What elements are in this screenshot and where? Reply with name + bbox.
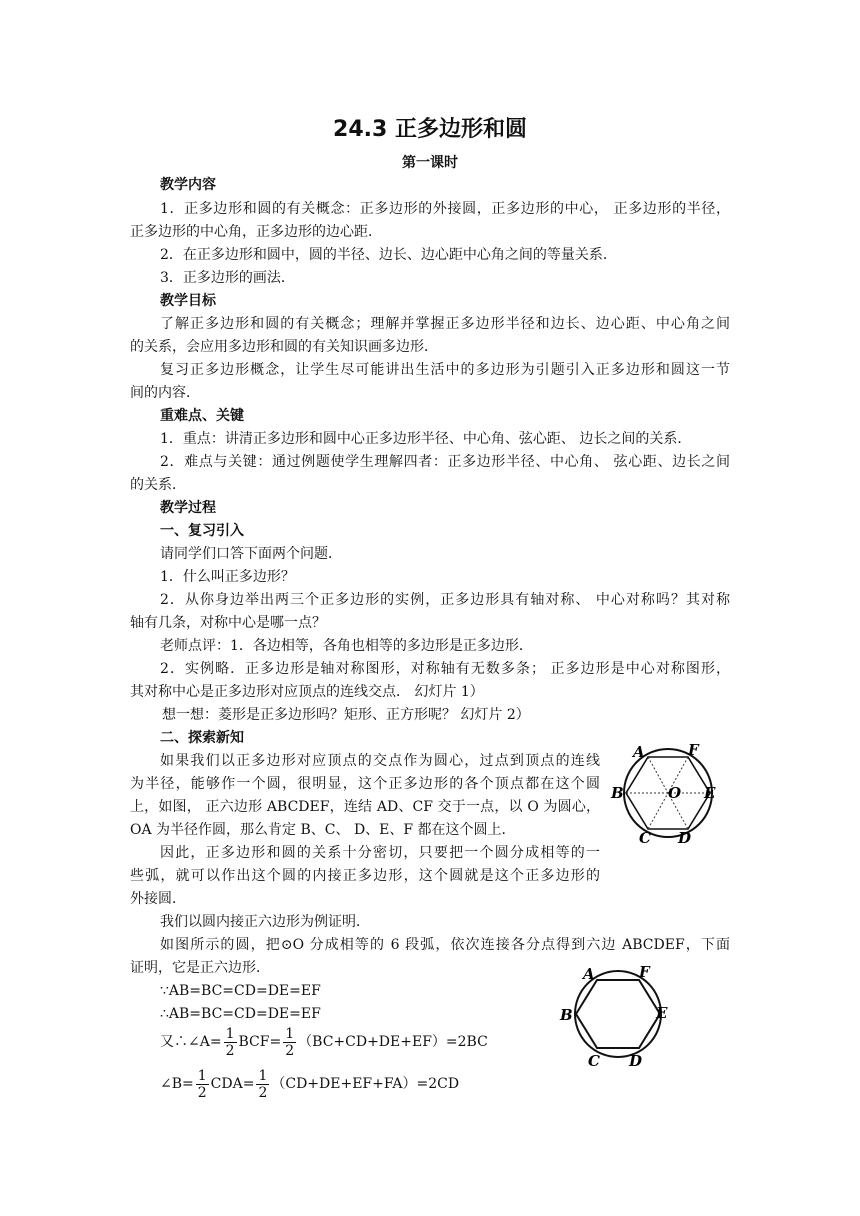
- part1-heading: 一、复习引入: [160, 523, 244, 539]
- key-item2-line1: 2．难点与关键：通过例题使学生理解四者：正多边形半径、中心角、 弦心距、边长之间: [160, 454, 730, 470]
- explore-p2-line2: 些弧，就可以作出这个圆的内接正多边形，这个圆就是这个正多边形的: [130, 868, 600, 884]
- circumcircle: [575, 971, 661, 1057]
- explore-p1-line1: 如果我们以正多边形对应顶点的交点作为圆心，过点到顶点的连线: [160, 753, 600, 769]
- section-heading-goals: 教学目标: [160, 293, 216, 309]
- explore-p2-line3: 外接圆．: [130, 891, 186, 907]
- question-1: 1．什么叫正多边形？: [160, 569, 295, 585]
- content-item3: 3．正多边形的画法．: [160, 270, 295, 286]
- proof-line2: ∴AB=BC=CD=DE=EF: [160, 1006, 321, 1022]
- hexagon-figure-2: [556, 962, 676, 1074]
- explore-p2-line1: 因此，正多边形和圆的关系十分密切，只要把一个圆分成相等的一: [160, 845, 600, 861]
- process-p1: 请同学们口答下面两个问题．: [160, 546, 342, 562]
- fraction-denominator: 2: [197, 1084, 207, 1101]
- fraction-numerator: 1: [225, 1025, 235, 1042]
- vertex-label-f: F: [639, 963, 650, 981]
- fraction-denominator: 2: [285, 1042, 295, 1059]
- vertex-label-b: B: [611, 784, 624, 802]
- goals-p2-line2: 间的内容．: [130, 385, 200, 401]
- explore-p1-line4: OA 为半径作圆，那么肯定 B、C、 D、E、F 都在这个圆上．: [130, 822, 516, 838]
- proof4-middle: CDA=: [210, 1076, 255, 1092]
- vertex-label-e: E: [704, 784, 716, 802]
- fraction-half: [224, 1026, 237, 1059]
- fraction-half: [256, 1068, 269, 1101]
- page-title: 24.3 正多边形和圆: [333, 117, 527, 142]
- part2-heading: 二、探索新知: [160, 730, 244, 746]
- key-item2-line2: 的关系．: [130, 477, 186, 493]
- fraction-half: [283, 1026, 296, 1059]
- teacher-comment-1: 老师点评：1．各边相等，各角也相等的多边形是正多边形．: [160, 638, 533, 654]
- proof3-suffix: （BC+CD+DE+EF）=2BC: [298, 1034, 488, 1050]
- fraction-numerator: 1: [285, 1025, 295, 1042]
- goals-p1-line1: 了解正多边形和圆的有关概念；理解并掌握正多边形半径和边长、边心距、中心角之间: [160, 316, 730, 332]
- hexagon-figure-1: [606, 740, 726, 848]
- page-subtitle: 第一课时: [402, 155, 458, 171]
- vertex-label-c: C: [588, 1052, 600, 1070]
- fraction-denominator: 2: [258, 1084, 268, 1101]
- vertex-label-a: A: [633, 743, 645, 761]
- key-item1: 1．重点：讲清正多边形和圆中心正多边形半径、中心角、弦心距、 边长之间的关系．: [160, 431, 692, 447]
- fraction-half: [196, 1068, 209, 1101]
- explore-p1-line2: 为半径，能够作一个圆，很明显，这个正多边形的各个顶点都在这个圆: [130, 776, 600, 792]
- vertex-label-b: B: [560, 1006, 573, 1024]
- vertex-label-a: A: [583, 965, 595, 983]
- vertex-label-d: D: [629, 1052, 643, 1070]
- goals-p2-line1: 复习正多边形概念，让学生尽可能讲出生活中的多边形为引题引入正多边形和圆这一节: [160, 362, 730, 378]
- explore-p1-line3: 上，如图， 正六边形 ABCDEF，连结 AD、CF 交于一点，以 O 为圆心，: [130, 799, 600, 815]
- section-heading-key: 重难点、关键: [160, 408, 244, 424]
- proof-line1: ∵AB=BC=CD=DE=EF: [160, 983, 321, 999]
- vertex-label-e: E: [656, 1004, 668, 1022]
- question-2-line1: 2．从你身边举出两三个正多边形的实例，正多边形具有轴对称、 中心对称吗？其对称: [160, 592, 730, 608]
- center-label-o: O: [668, 784, 682, 802]
- explore-p3: 我们以圆内接正六边形为例证明．: [160, 914, 370, 930]
- proof4-prefix: ∠B=: [160, 1076, 194, 1092]
- vertex-label-f: F: [688, 741, 699, 759]
- section-heading-content: 教学内容: [160, 177, 216, 193]
- vertex-label-c: C: [639, 829, 651, 847]
- fraction-numerator: 1: [197, 1067, 207, 1084]
- proof3-prefix: 又∴∠A=: [160, 1034, 222, 1050]
- teacher-comment-2-line2: 其对称中心是正多边形对应顶点的连线交点． 幻灯片 1）: [130, 684, 484, 700]
- fraction-denominator: 2: [225, 1042, 235, 1059]
- think-prompt: 想一想：菱形是正多边形吗？矩形、正方形呢？ 幻灯片 2）: [162, 707, 530, 723]
- teacher-comment-2-line1: 2．实例略．正多边形是轴对称图形，对称轴有无数多条； 正多边形是中心对称图形，: [160, 661, 730, 677]
- proof4-suffix: （CD+DE+EF+FA）=2CD: [271, 1076, 460, 1092]
- proof3-middle: BCF=: [238, 1034, 282, 1050]
- explore-p4-line1: 如图所示的圆，把⊙O 分成相等的 6 段弧，依次连接各分点得到六边 ABCDEF，下面: [160, 937, 730, 953]
- vertex-label-d: D: [678, 829, 692, 847]
- question-2-line2: 轴有几条，对称中心是哪一点？: [130, 615, 326, 631]
- hexagon: [576, 980, 660, 1048]
- section-heading-process: 教学过程: [160, 500, 216, 516]
- explore-p4-line2: 证明，它是正六边形．: [130, 960, 270, 976]
- fraction-numerator: 1: [258, 1067, 268, 1084]
- goals-p1-line2: 的关系，会应用多边形和圆的有关知识画多边形．: [130, 339, 438, 355]
- content-item2: 2．在正多边形和圆中，圆的半径、边长、边心距中心角之间的等量关系．: [160, 247, 617, 263]
- content-item1-line2: 正多边形的中心角，正多边形的边心距．: [130, 224, 382, 240]
- content-item1-line1: 1．正多边形和圆的有关概念：正多边形的外接圆，正多边形的中心， 正多边形的半径，: [160, 201, 730, 217]
